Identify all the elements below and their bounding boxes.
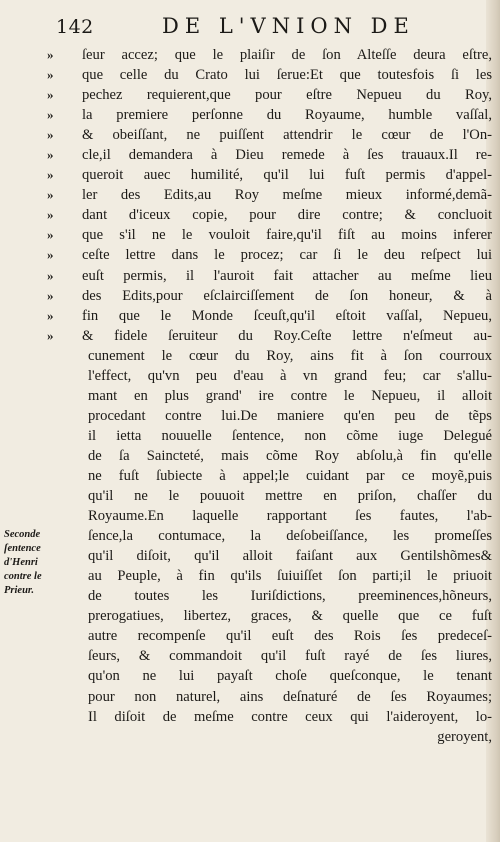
quotation-mark: » — [47, 227, 54, 243]
line-text: geroyent, — [437, 728, 492, 745]
line-text: ne fuſt ſubiecte à appel;le cuidant par ce moyẽ,puis — [88, 467, 492, 484]
text-line — [52, 586, 492, 606]
running-title: DE L'VNION DE — [162, 14, 415, 38]
text-line — [52, 646, 492, 666]
line-text: cunement le cœur du Roy, ains fit à ſon courroux — [88, 347, 492, 364]
line-text: dant d'iceux copie, pour dire contre; & concluoit — [82, 207, 492, 224]
line-text: autre recompenſe qu'il euſt des Rois ſes predeceſ- — [88, 628, 492, 645]
text-line — [52, 526, 492, 546]
text-line — [47, 245, 492, 265]
line-text: au Peuple, à fin qu'ils ſuiuiſſet ſon parti;il le priuoit — [88, 568, 492, 585]
text-line — [52, 546, 492, 566]
text-line — [47, 125, 492, 145]
text-line — [52, 426, 492, 446]
text-line — [52, 446, 492, 466]
line-text: fin que le Monde ſceuſt,qu'il eſtoit vaſſal, Nepueu, — [82, 307, 492, 324]
margin-note-line: ſentence — [4, 543, 41, 554]
line-text: la premiere perſonne du Royaume, humble vaſſal, — [82, 107, 492, 124]
line-text: que s'il ne le vouloit faire,qu'il fiſt au moins inferer — [82, 227, 492, 244]
line-text: pechez requierent,que pour eſtre Nepueu du Roy, — [82, 87, 492, 104]
text-line — [52, 566, 492, 586]
line-text: que celle du Crato lui ſerue:Et que toutesfois ſi les — [82, 67, 492, 84]
quotation-mark: » — [47, 247, 54, 263]
page-number: 142 — [56, 16, 94, 38]
text-line — [52, 406, 492, 426]
line-text: procedant contre lui.De maniere qu'en peu de tẽps — [88, 407, 492, 424]
quotation-mark: » — [47, 327, 54, 343]
text-line — [47, 145, 492, 165]
text-line — [52, 707, 492, 727]
margin-note-line: contre le — [4, 571, 42, 582]
text-line — [52, 687, 492, 707]
text-line — [52, 606, 492, 626]
line-text: qu'il diſoit, qu'il alloit faiſant aux Gentilshõmes& — [88, 548, 492, 565]
quotation-mark: » — [47, 207, 54, 223]
text-line — [47, 65, 492, 85]
quotation-mark: » — [47, 147, 54, 163]
text-line — [47, 286, 492, 306]
text-line — [52, 366, 492, 386]
quotation-mark: » — [47, 127, 54, 143]
quotation-mark: » — [47, 47, 54, 62]
line-text: mant en plus grand' ire contre le Nepueu, il alloit — [88, 387, 492, 404]
text-line — [52, 486, 492, 506]
line-text: ceſte lettre dans le procez; car ſi le deu reſpect lui — [82, 247, 492, 264]
line-text: & fidele ſeruiteur du Roy.Ceſte lettre n'eſmeut au- — [82, 327, 492, 344]
margin-note-line: d'Henri — [4, 557, 38, 568]
line-text: ſeurs, & commandoit qu'il fuſt rayé de ſes liures, — [88, 648, 492, 665]
margin-note-line: Seconde — [4, 529, 41, 540]
text-line — [47, 185, 492, 205]
line-text: il ietta nouuelle ſentence, non cõme iuge Delegué — [88, 427, 492, 444]
margin-note-line: Prieur. — [4, 585, 35, 596]
quotation-mark: » — [47, 87, 54, 103]
quotation-mark: » — [47, 307, 54, 323]
text-line — [47, 205, 492, 225]
line-text: de toutes les Iuriſdictions, preeminences,hõneurs, — [88, 588, 492, 605]
line-text: de ſa Saincteté, mais cõme Roy abſolu,à fin qu'elle — [88, 447, 492, 464]
line-text: euſt permis, il l'auroit fait attacher au meſme lieu — [82, 267, 492, 284]
line-text: ſence,la contumace, la deſobeiſſance, les promeſſes — [88, 528, 492, 545]
text-line — [47, 165, 492, 185]
text-line — [52, 466, 492, 486]
text-line — [52, 386, 492, 406]
text-line — [52, 626, 492, 646]
text-line — [52, 727, 492, 747]
line-text: l'effect, qu'vn peu d'eau à vn grand feu; car s'allu- — [88, 367, 492, 384]
line-text: prerogatiues, libertez, graces, & quelle que ce fuſt — [88, 608, 492, 625]
quotation-mark: » — [47, 167, 54, 183]
text-line — [47, 225, 492, 245]
line-text: des Edits,pour eſclairciſſement de ſon honeur, & à — [82, 287, 492, 304]
text-line — [47, 85, 492, 105]
quotation-mark: » — [47, 67, 54, 83]
line-text: qu'on ne lui payaſt choſe queſconque, le tenant — [88, 668, 492, 685]
line-text: queroit auec humilité, qu'il lui fuſt permis d'appel- — [82, 167, 492, 184]
text-line — [47, 45, 492, 65]
line-text: ler des Edits,au Roy meſme mieux informé,demã- — [82, 187, 492, 204]
running-head — [52, 12, 492, 42]
line-text: Royaume.En laquelle rapportant ſes fautes, l'ab- — [88, 508, 492, 525]
quotation-mark: » — [47, 187, 54, 203]
text-line — [52, 346, 492, 366]
body-text — [47, 45, 492, 747]
line-text: Il diſoit de meſme contre ceux qui l'aideroyent, lo- — [88, 708, 492, 725]
line-text: & obeiſſant, ne puiſſent attendrir le cœur de l'On- — [82, 127, 492, 144]
line-text: ſeur accez; que le plaiſir de ſon Alteſſe deura eſtre, — [82, 47, 492, 63]
text-line — [47, 326, 492, 346]
quotation-mark: » — [47, 267, 54, 283]
line-text: qu'il ne le pouuoit mettre en priſon, chaſſer du — [88, 488, 492, 505]
line-text: pour non naturel, ains deſnaturé de ſes Royaumes; — [88, 688, 492, 705]
text-line — [52, 506, 492, 526]
quotation-mark: » — [47, 107, 54, 123]
text-line — [47, 105, 492, 125]
text-line — [52, 666, 492, 686]
text-line — [47, 306, 492, 326]
line-text: cle,il demandera à Dieu remede à ſes trauaux.Il re- — [82, 147, 492, 164]
text-line — [47, 266, 492, 286]
quotation-mark: » — [47, 287, 54, 303]
